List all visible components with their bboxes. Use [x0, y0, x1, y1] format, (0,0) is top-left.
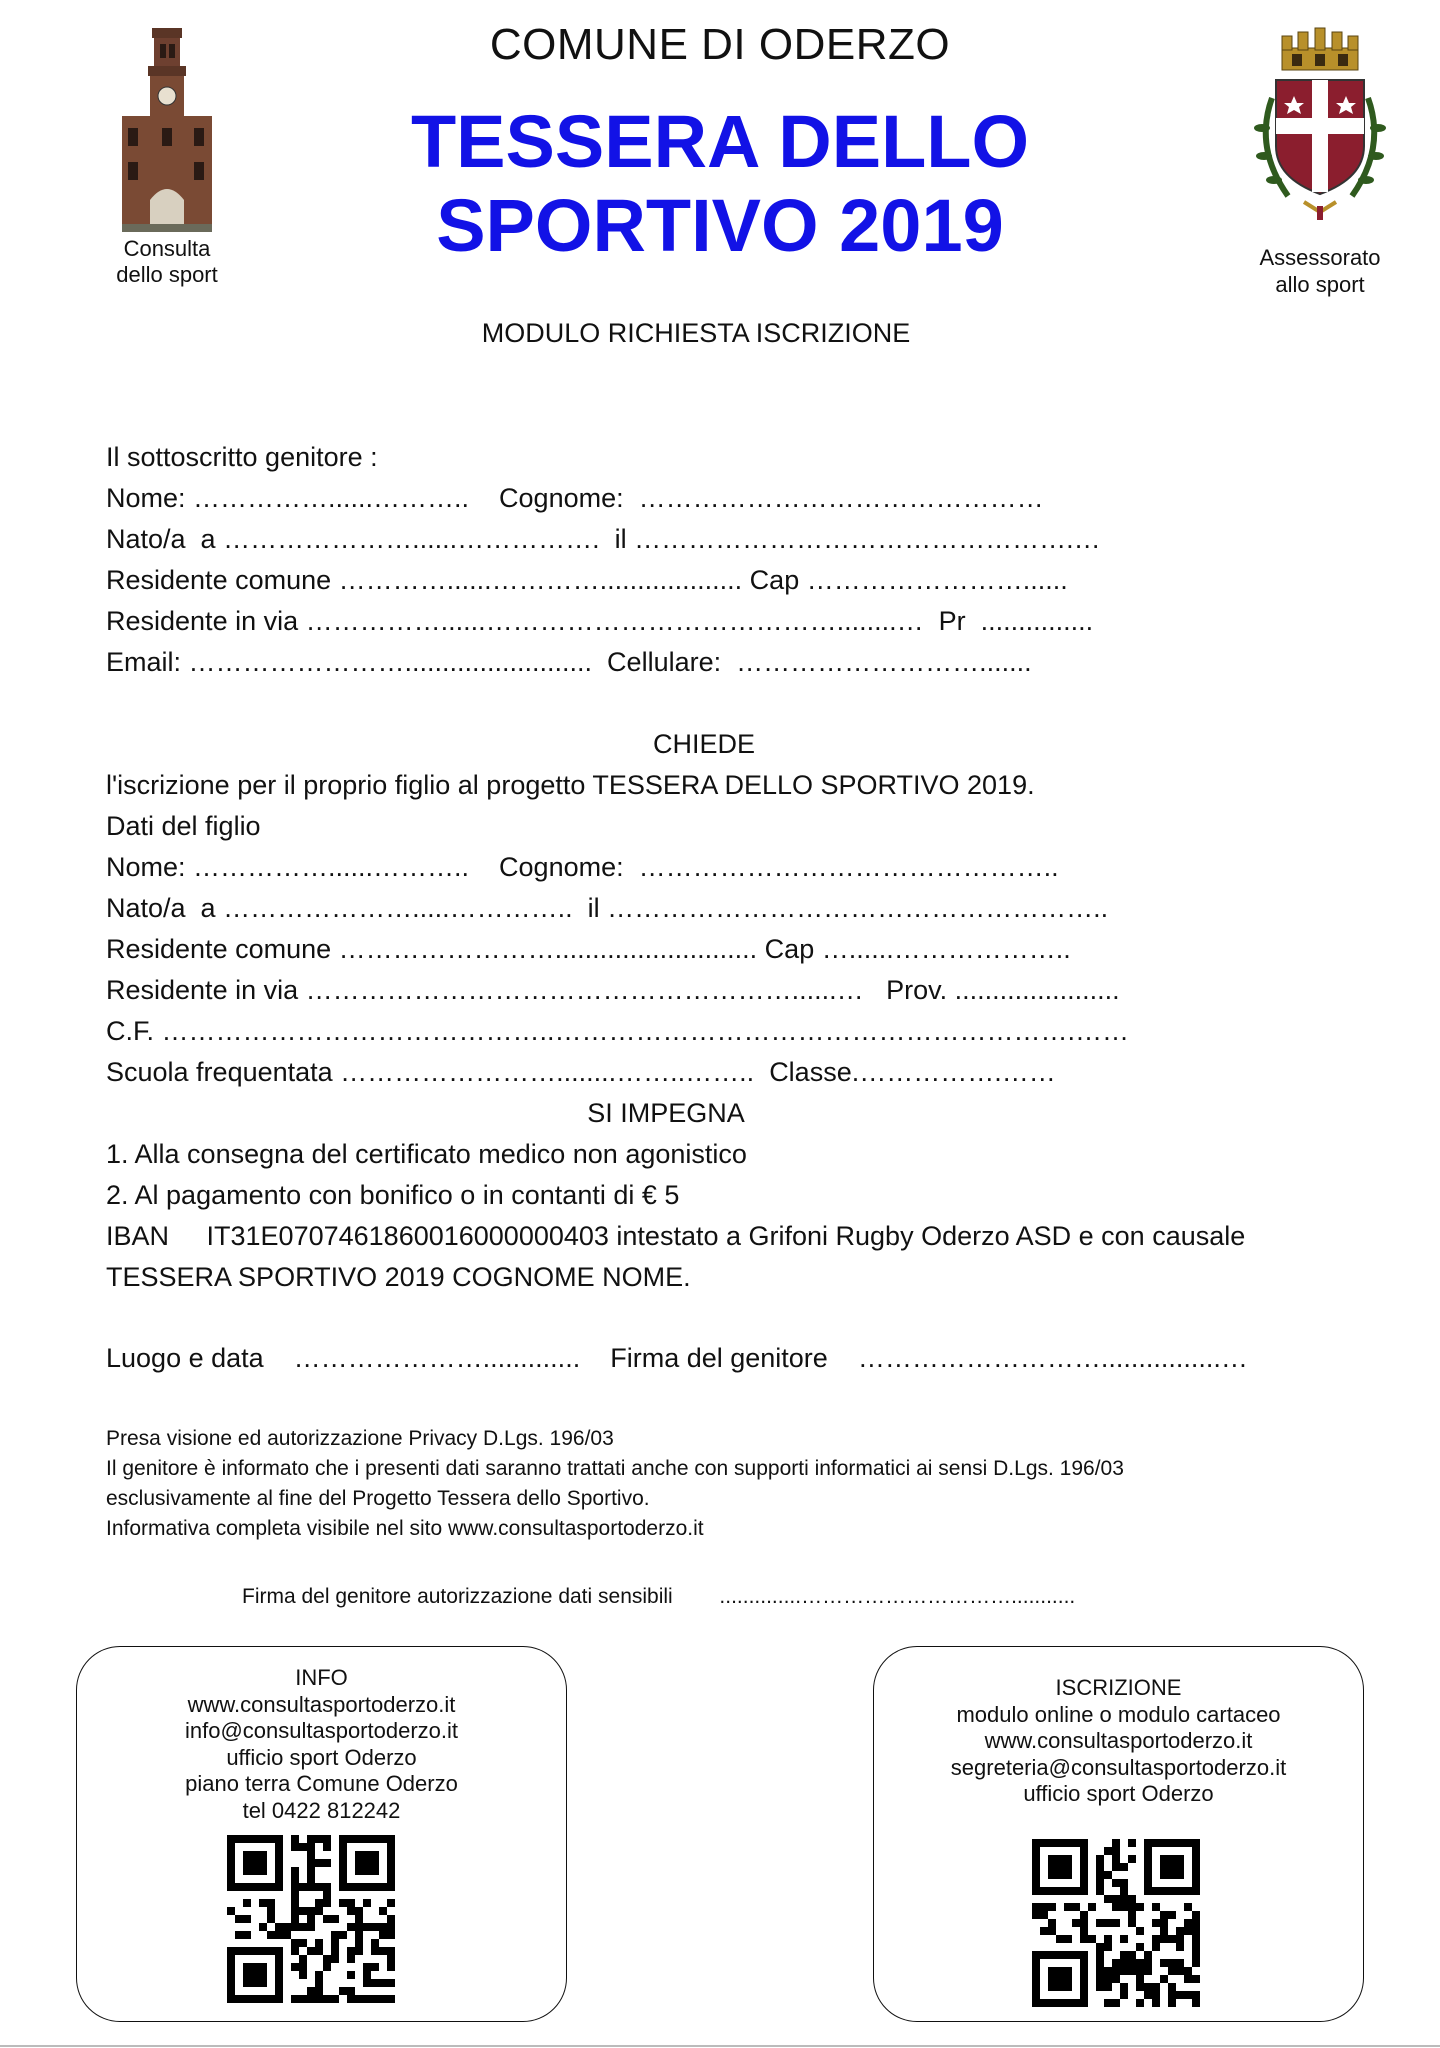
left-caption: [92, 236, 242, 288]
title-line-2: SPORTIVO 2019: [436, 184, 1004, 267]
qr-code-icon[interactable]: [1032, 1839, 1200, 2007]
firma-genitore-field[interactable]: ………………………................…: [857, 1343, 1248, 1373]
right-caption-line-1: Assessorato: [1259, 245, 1381, 270]
info-box: [76, 1646, 567, 2022]
privacy-line-1: Presa visione ed autorizzazione Privacy D.Lgs. 196/03: [106, 1427, 614, 1450]
child-residence-comune-field[interactable]: Residente comune ……………………........................... Cap …......………………..: [106, 934, 1071, 964]
causale-line: TESSERA SPORTIVO 2019 COGNOME NOME.: [106, 1262, 691, 1292]
chiede-heading: CHIEDE: [652, 729, 755, 759]
iscrizione-box-heading: ISCRIZIONE: [1055, 1675, 1182, 1700]
child-cf-field[interactable]: C.F. ……………………………………..………………………………………………….……: [106, 1016, 1130, 1046]
si-impegna-heading: SI IMPEGNA: [587, 1098, 745, 1128]
document-title: [340, 100, 1100, 268]
privacy-signature-row: [242, 1582, 1075, 1612]
iscrizione-mode: modulo online o modulo cartaceo: [956, 1701, 1281, 1727]
left-caption-line-1: Consulta: [123, 236, 211, 261]
iscrizione-email-link[interactable]: segreteria@consultasportoderzo.it: [950, 1754, 1287, 1780]
town-hall-tower-icon: [122, 28, 212, 232]
parent-intro: Il sottoscritto genitore :: [106, 442, 378, 472]
parent-residence-comune-field[interactable]: Residente comune …………......…………................... Cap ……………………......: [106, 565, 1068, 595]
commitment-item-1: 1. Alla consegna del certificato medico non agonistico: [106, 1139, 747, 1169]
parent-name-field[interactable]: Nome: ……………......……….. Cognome: ………………………………………: [106, 483, 1044, 513]
child-residence-via-field[interactable]: Residente in via ………………………………………………......… Prov. ......................: [106, 975, 1120, 1005]
child-name-field[interactable]: Nome: ……………......……….. Cognome: ………………………………………..: [106, 852, 1059, 882]
luogo-data-field[interactable]: ………………….............: [293, 1343, 581, 1373]
left-caption-line-2: dello sport: [116, 262, 218, 287]
info-box-text: [77, 1665, 566, 1824]
iban-line: IBAN IT31E0707461860016000000403 intestato a Grifoni Rugby Oderzo ASD e con causale: [106, 1221, 1246, 1251]
child-school-field[interactable]: Scuola frequentata ……………………........……..…….. Classe.…………….……: [106, 1057, 1056, 1087]
privacy-signature-field[interactable]: ..............…………………………...........: [719, 1585, 1076, 1608]
info-office: ufficio sport Oderzo: [226, 1744, 417, 1770]
parent-email-field[interactable]: Email: ……………………......................... Cellulare: ……………………….......: [106, 647, 1032, 677]
info-phone[interactable]: tel 0422 812242: [242, 1797, 401, 1823]
privacy-signature-label: Firma del genitore autorizzazione dati sensibili: [242, 1585, 673, 1608]
info-website-link[interactable]: www.consultasportoderzo.it: [187, 1691, 456, 1717]
qr-code-icon[interactable]: [227, 1835, 395, 2003]
title-line-1: TESSERA DELLO: [410, 100, 1030, 183]
form-subtitle: MODULO RICHIESTA ISCRIZIONE: [481, 318, 911, 348]
commitment-item-2: 2. Al pagamento con bonifico o in contanti di € 5: [106, 1180, 680, 1210]
right-caption-line-2: allo sport: [1275, 272, 1365, 297]
firma-genitore-label: Firma del genitore: [610, 1343, 828, 1373]
privacy-line-2: Il genitore è informato che i presenti dati saranno trattati anche con supporti informatici ai sensi D.Lgs. 196/03: [106, 1457, 1124, 1480]
privacy-line-3: esclusivamente al fine del Progetto Tessera dello Sportivo.: [106, 1487, 650, 1510]
child-birth-field[interactable]: Nato/a a ………………….....………….. il ………………………………………………..: [106, 893, 1109, 923]
iscrizione-box: [873, 1646, 1364, 2022]
signature-row: [106, 1342, 1248, 1374]
parent-residence-via-field[interactable]: Residente in via ……………......…………………………………........… Pr ...............: [106, 606, 1094, 636]
iscrizione-office: ufficio sport Oderzo: [1023, 1781, 1214, 1806]
info-location: piano terra Comune Oderzo: [185, 1771, 458, 1796]
luogo-data-label: Luogo e data: [106, 1343, 264, 1373]
privacy-line-4: Informativa completa visibile nel sito www.consultasportoderzo.it: [106, 1517, 704, 1540]
iscrizione-box-text: [874, 1675, 1363, 1808]
coat-of-arms-icon: [1248, 18, 1392, 228]
municipality-name: COMUNE DI ODERZO: [489, 20, 951, 69]
info-box-heading: INFO: [295, 1665, 348, 1690]
child-data-label: Dati del figlio: [106, 811, 261, 841]
parent-birth-field[interactable]: Nato/a a …………………......……………. il ………………………………………….…: [106, 524, 1101, 554]
info-email-link[interactable]: info@consultasportoderzo.it: [184, 1718, 459, 1743]
iscrizione-website-link[interactable]: www.consultasportoderzo.it: [984, 1728, 1253, 1753]
bottom-rule: [0, 2045, 1440, 2047]
request-text: l'iscrizione per il proprio figlio al progetto TESSERA DELLO SPORTIVO 2019.: [106, 770, 1035, 800]
right-caption: [1240, 244, 1400, 298]
